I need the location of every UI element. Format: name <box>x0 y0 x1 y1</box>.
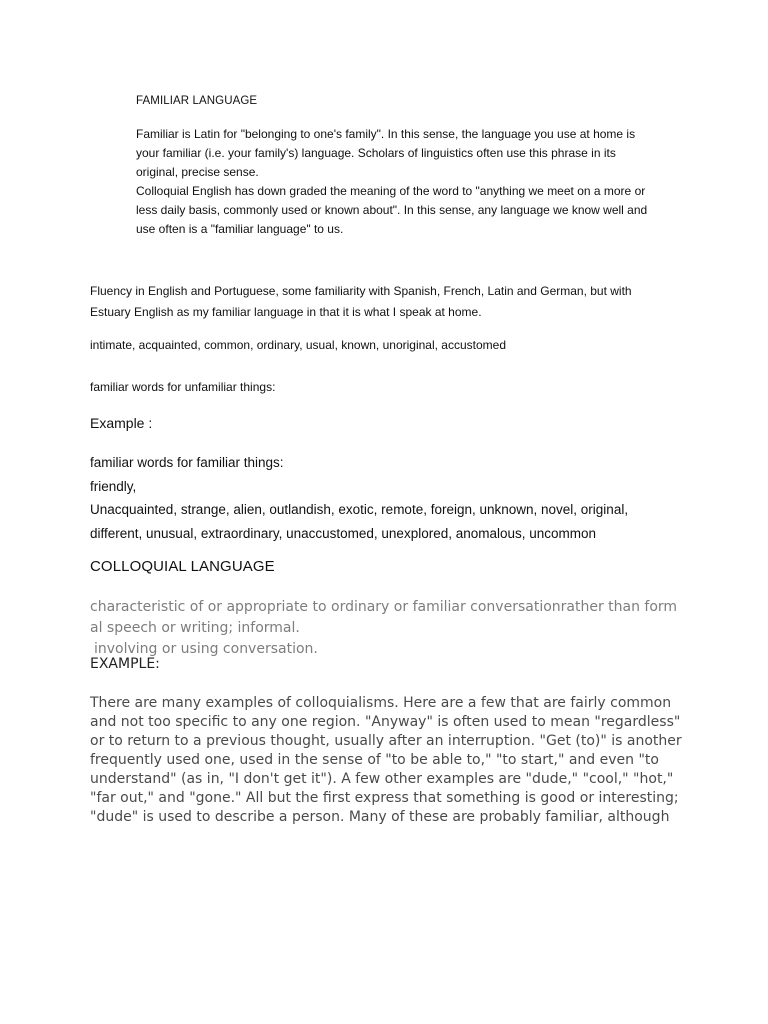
paragraph-line: understand" (as in, "I don't get it"). A few other examples are "dude," "cool," "hot," <box>90 771 674 787</box>
paragraph-line: and not too specific to any one region. "Anyway" is often used to mean "regardless" <box>90 714 681 730</box>
paragraph-line: "far out," and "gone." All but the first express that something is good or interesting; <box>90 790 679 806</box>
colloquial-example-label: EXAMPLE: <box>90 656 160 672</box>
familiar-words-line: friendly, <box>90 478 137 494</box>
familiar-language-paragraph <box>136 125 676 239</box>
paragraph-line: Fluency in English and Portuguese, some familiarity with Spanish, French, Latin and German, but with <box>90 284 632 298</box>
paragraph-line: use often is a "familiar language" to us. <box>136 222 344 236</box>
unfamiliar-words-line: Unacquainted, strange, alien, outlandish, exotic, remote, foreign, unknown, novel, original, <box>90 502 629 517</box>
definition-line: characteristic of or appropriate to ordinary or familiar conversationrather than form <box>90 599 678 615</box>
synonyms-list: intimate, acquainted, common, ordinary, usual, known, unoriginal, accustomed <box>90 338 506 352</box>
unfamiliar-words-heading: familiar words for unfamiliar things: <box>90 380 276 394</box>
definition-line: involving or using conversation. <box>94 641 318 657</box>
paragraph-line: your familiar (i.e. your family's) language. Scholars of linguistics often use this phrase in its <box>136 146 616 160</box>
paragraph-line: Estuary English as my familiar language in that it is what I speak at home. <box>90 305 482 319</box>
colloquial-definition <box>90 597 690 660</box>
unfamiliar-words-line: different, unusual, extraordinary, unaccustomed, unexplored, anomalous, uncommon <box>90 525 597 541</box>
paragraph-line: less daily basis, commonly used or known about". In this sense, any language we know well and <box>136 203 648 217</box>
colloquial-example-paragraph <box>90 694 695 827</box>
colloquial-language-title: COLLOQUIAL LANGUAGE <box>90 558 275 575</box>
paragraph-line: Colloquial English has down graded the meaning of the word to "anything we meet on a more or <box>136 184 646 198</box>
paragraph-line: frequently used one, used in the sense of "to be able to," "to start," and even "to <box>90 752 659 768</box>
paragraph-line: There are many examples of colloquialisms. Here are a few that are fairly common <box>90 695 672 711</box>
familiar-words-heading: familiar words for familiar things: <box>90 455 284 470</box>
example-label: Example : <box>90 415 153 431</box>
familiar-words-block <box>90 451 690 545</box>
paragraph-line: original, precise sense. <box>136 165 259 179</box>
paragraph-line: "dude" is used to describe a person. Many of these are probably familiar, although <box>90 809 670 825</box>
paragraph-line: or to return to a previous thought, usually after an interruption. "Get (to)" is another <box>90 733 682 749</box>
paragraph-line: Familiar is Latin for "belonging to one's family". In this sense, the language you use at home is <box>136 127 636 141</box>
fluency-paragraph <box>90 281 680 323</box>
familiar-language-title: FAMILIAR LANGUAGE <box>136 95 258 107</box>
definition-line: al speech or writing; informal. <box>90 620 300 636</box>
